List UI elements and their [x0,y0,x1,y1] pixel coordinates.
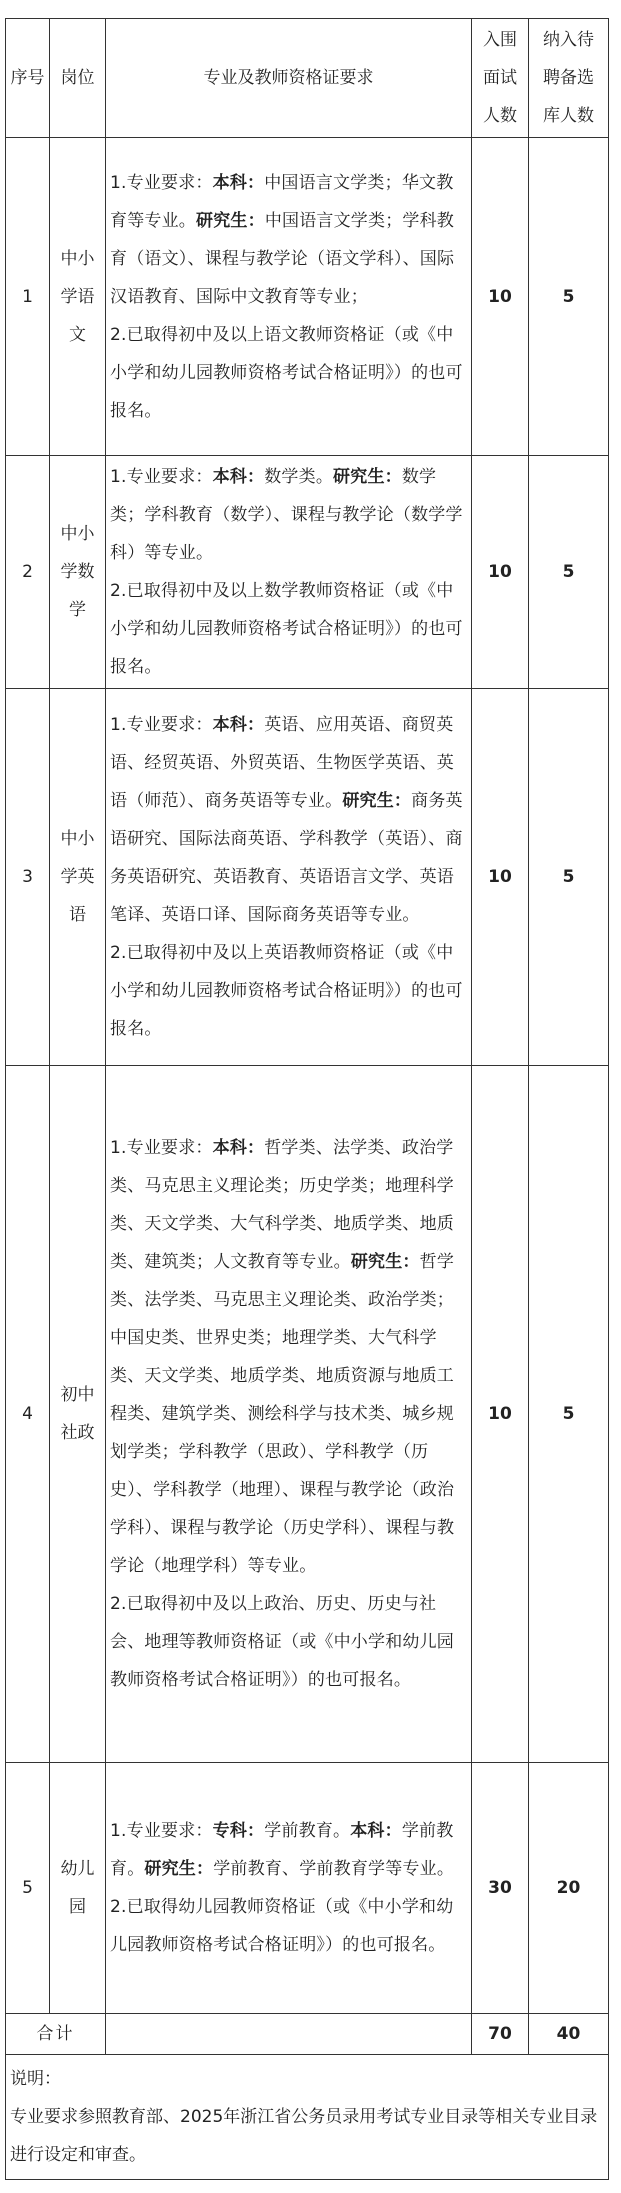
postgrad-majors: 学前教育、学前教育学等专业。 [213,1859,455,1879]
undergrad-majors: 英语、应用英语、商贸英语、经贸英语、外贸英语、生物医学英语、英语（师范）、商务英语等专业。 [110,715,454,811]
interview-count: 10 [472,456,529,689]
college-majors: 学前教育。 [264,1821,351,1841]
header-interview-line: 面试 [483,68,517,88]
row-position [50,1066,106,1763]
notes-text: 专业要求参照教育部、2025年浙江省公务员录用考试专业目录等相关专业目录进行设定和审查。 [10,2107,598,2165]
notes-title: 说明： [10,2069,61,2089]
undergrad-majors: 哲学类、法学类、政治学类、马克思主义理论类；历史学类；地理科学类、天文学类、大气科学类、地质学类、地质类、建筑类；人文教育等专业。 [110,1138,454,1272]
header-position: 岗位 [50,19,106,138]
header-interview-line: 人数 [483,106,517,126]
position-line: 社政 [60,1423,95,1443]
postgrad-majors: 哲学类、法学类、马克思主义理论类、政治学类；中国史类、世界史类；地理学类、大气科学类、天文学类、地质学类、地质资源与地质工程类、建筑学类、测绘科学与技术类、城乡规划学类；学科教学（思政）、学科教学（历史）、学科教学（地理）、课程与教学论（政治学科）、课程与教学论（历史学科）、课程与教学论（地理学科）等专业。 [110,1252,455,1576]
cert-requirement: 2.已取得初中及以上英语教师资格证（或《中小学和幼儿园教师资格考试合格证明》）的也可报名。 [110,943,463,1039]
position-line: 中小 [60,524,95,544]
cert-requirement: 2.已取得初中及以上政治、历史、历史与社会、地理等教师资格证（或《中小学和幼儿园教师资格考试合格证明》）的也可报名。 [110,1594,454,1690]
label-undergrad: 本科： [212,715,265,735]
position-line: 语 [69,905,86,925]
header-reserve-line: 纳入待 [543,30,594,50]
postgrad-majors: 数学类；学科教育（数学）、课程与教学论（数学学科）等专业。 [110,467,463,563]
reserve-count: 20 [529,1763,609,2014]
row-position [50,689,106,1066]
label-postgrad: 研究生： [196,210,265,231]
cert-requirement: 2.已取得幼儿园教师资格证（或《中小学和幼儿园教师资格考试合格证明》）的也可报名。 [110,1897,454,1955]
header-no: 序号 [6,19,50,138]
major-requirement [110,706,467,934]
req-prefix: 1.专业要求： [110,172,213,193]
total-reserve: 40 [529,2014,609,2055]
table-row [6,138,609,456]
notes-cell [6,2055,609,2180]
header-requirements: 专业及教师资格证要求 [106,19,472,138]
table-header-row [6,19,609,138]
label-undergrad: 本科： [212,467,265,487]
req-prefix: 1.专业要求： [110,715,213,735]
header-interview-count [472,19,529,138]
row-no: 5 [6,1763,50,2014]
position-line: 中小 [60,248,95,269]
notes-row [6,2055,609,2180]
total-label: 合计 [6,2014,106,2055]
row-requirements [106,138,472,456]
undergrad-majors: 中国语言文学类；华文教育等专业。 [110,172,454,231]
row-position [50,1763,106,2014]
major-requirement [110,458,467,572]
label-undergrad: 本科： [350,1821,402,1841]
reserve-count: 5 [529,1066,609,1763]
cert-requirement: 2.已取得初中及以上数学教师资格证（或《中小学和幼儿园教师资格考试合格证明》）的也可报名。 [110,581,463,677]
undergrad-majors: 学前教育。 [110,1821,454,1879]
interview-count: 10 [472,1066,529,1763]
header-reserve-count [529,19,609,138]
position-line: 园 [69,1897,86,1917]
table-row [6,1066,609,1763]
row-no: 3 [6,689,50,1066]
req-prefix: 1.专业要求： [110,467,213,487]
major-requirement [110,164,467,316]
total-interview: 70 [472,2014,529,2055]
label-undergrad: 本科： [212,172,265,193]
position-line: 学数 [60,562,95,582]
postgrad-majors: 中国语言文学类；学科教育（语文）、课程与教学论（语文学科）、国际汉语教育、国际中文教育等专业； [110,210,455,307]
row-no: 1 [6,138,50,456]
reserve-count: 5 [529,138,609,456]
interview-count: 10 [472,689,529,1066]
postgrad-majors: 商务英语研究、国际法商英语、学科教学（英语）、商务英语研究、英语教育、英语语言文学、英语笔译、英语口译、国际商务英语等专业。 [110,791,463,925]
row-position [50,138,106,456]
position-line: 学语 [60,286,95,307]
header-reserve-line: 库人数 [543,106,594,126]
major-requirement [110,1129,467,1585]
row-requirements [106,1066,472,1763]
req-prefix: 1.专业要求： [110,1138,213,1158]
position-line: 文 [69,324,86,345]
table-row [6,456,609,689]
interview-count: 10 [472,138,529,456]
interview-count: 30 [472,1763,529,2014]
cert-requirement: 2.已取得初中及以上语文教师资格证（或《中小学和幼儿园教师资格考试合格证明》）的也可报名。 [110,324,463,421]
reserve-count: 5 [529,689,609,1066]
total-row [6,2014,609,2055]
header-interview-line: 入围 [483,30,517,50]
label-undergrad: 本科： [212,1138,265,1158]
row-requirements [106,1763,472,2014]
table-row [6,689,609,1066]
req-prefix: 1.专业要求： [110,1821,213,1841]
label-postgrad: 研究生： [144,1859,214,1879]
position-line: 初中 [60,1385,95,1405]
label-postgrad: 研究生： [333,467,402,487]
row-position [50,456,106,689]
position-line: 学英 [60,867,95,887]
total-empty-cell [106,2014,472,2055]
recruitment-table [5,18,609,2180]
row-no: 4 [6,1066,50,1763]
label-college: 专科： [212,1821,265,1841]
major-requirement [110,1812,467,1888]
position-line: 中小 [60,829,95,849]
row-no: 2 [6,456,50,689]
position-line: 学 [69,600,86,620]
undergrad-majors: 数学类。 [264,467,334,487]
table-row [6,1763,609,2014]
header-reserve-line: 聘备选 [543,68,594,88]
label-postgrad: 研究生： [342,791,412,811]
reserve-count: 5 [529,456,609,689]
label-postgrad: 研究生： [350,1252,420,1272]
position-line: 幼儿 [60,1859,95,1879]
row-requirements [106,456,472,689]
row-requirements [106,689,472,1066]
